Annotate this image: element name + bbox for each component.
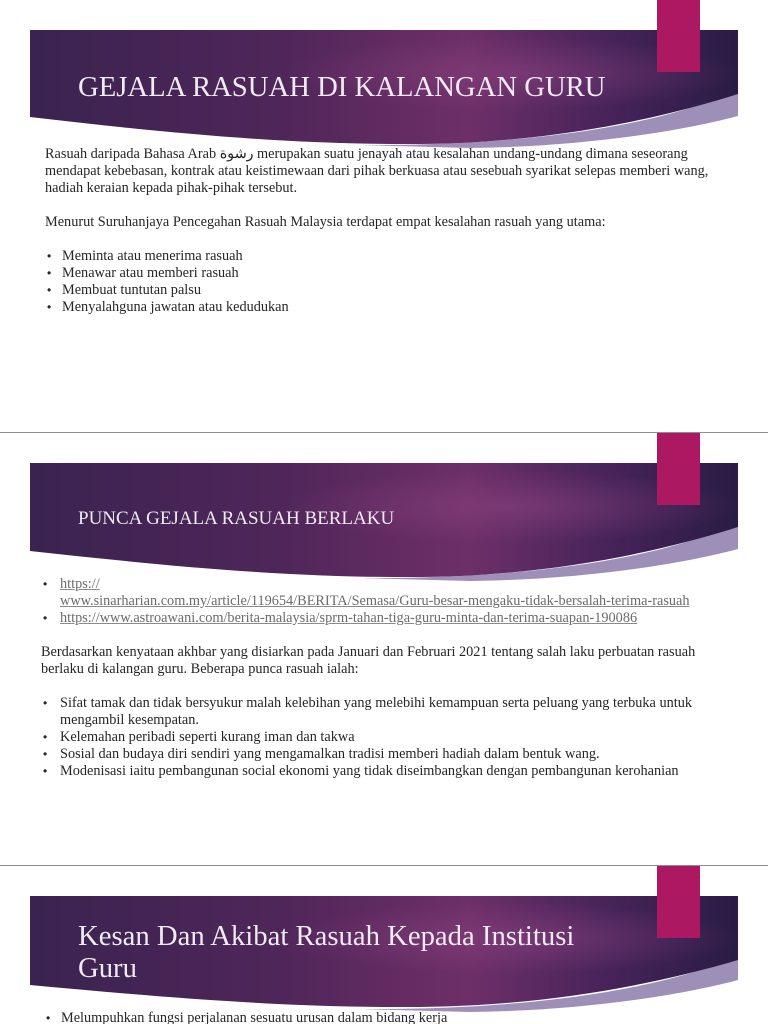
slide-title: PUNCA GEJALA RASUAH BERLAKU [78, 508, 395, 529]
bullet-list [45, 1010, 709, 1024]
bullet-item: • Membuat tuntutan palsu [45, 282, 709, 299]
link-line: www.sinarharian.com.my/article/119654/BERITA/Semasa/Guru-besar-mengaku-tidak-bersalah-terima-rasuah [60, 593, 690, 609]
paragraph-intro: Menurut Suruhanjaya Pencegahan Rasuah Malaysia terdapat empat kesalahan rasuah yang utama: [45, 214, 606, 230]
paragraph-definition: Rasuah daripada Bahasa Arab رشوة merupakan suatu jenayah atau kesalahan undang-undang dimana seseorang mendapat kebebasan, kontrak atau keistimewaan dari pihak berkuasa atau sesebuah syarikat selepas memberi wang, hadiah keraian kepada pihak-pihak tersebut. [45, 146, 709, 196]
bullet-item: • Sifat tamak dan tidak bersyukur malah kelebihan yang melebihi kemampuan serta peluang yang terbuka untuk mengambil kesempatan. [41, 695, 725, 729]
slide-accent-tab [657, 433, 700, 505]
bullet-list [45, 248, 709, 316]
link-line: • https:// [60, 576, 100, 592]
bullet-item: • Menawar atau memberi rasuah [45, 265, 709, 282]
bullet-item: • Kelemahan peribadi seperti kurang iman dan takwa [41, 729, 725, 746]
slide-3 [0, 866, 768, 1024]
bullet-item: • Modenisasi iaitu pembangunan social ekonomi yang tidak diseimbangkan dengan pembangunan kerohanian [41, 763, 725, 780]
bullet-item: • Menyalahguna jawatan atau kedudukan [45, 299, 709, 316]
bullet-item: • Sosial dan budaya diri sendiri yang mengamalkan tradisi memberi hadiah dalam bentuk wang. [41, 746, 725, 763]
link-list [41, 576, 725, 627]
slide-accent-tab [657, 866, 700, 938]
paragraph-context: Berdasarkan kenyataan akhbar yang disiarkan pada Januari dan Februari 2021 tentang salah laku perbuatan rasuah berlaku di kalangan guru. Beberapa punca rasuah ialah: [41, 644, 696, 677]
news-link-sinarharian[interactable] [60, 576, 725, 610]
bullet-item: • Melumpuhkan fungsi perjalanan sesuatu urusan dalam bidang kerja [45, 1010, 709, 1024]
slide-body [41, 576, 725, 797]
slide-body [45, 1010, 709, 1024]
slide-title: GEJALA RASUAH DI KALANGAN GURU [78, 71, 606, 103]
slide-1 [0, 0, 768, 432]
bullet-item: • Meminta atau menerima rasuah [45, 248, 709, 265]
slide-body [45, 146, 709, 333]
slide-2 [0, 433, 768, 865]
news-link-astroawani[interactable] [60, 610, 725, 627]
link-item [41, 610, 725, 627]
slide-title: Kesan Dan Akibat Rasuah Kepada Institusi Guru [78, 920, 575, 984]
bullet-list [41, 695, 725, 780]
slide-accent-tab [657, 0, 700, 72]
link-line: • https://www.astroawani.com/berita-malaysia/sprm-tahan-tiga-guru-minta-dan-terima-suapan-190086 [60, 610, 638, 626]
link-item [41, 576, 725, 610]
